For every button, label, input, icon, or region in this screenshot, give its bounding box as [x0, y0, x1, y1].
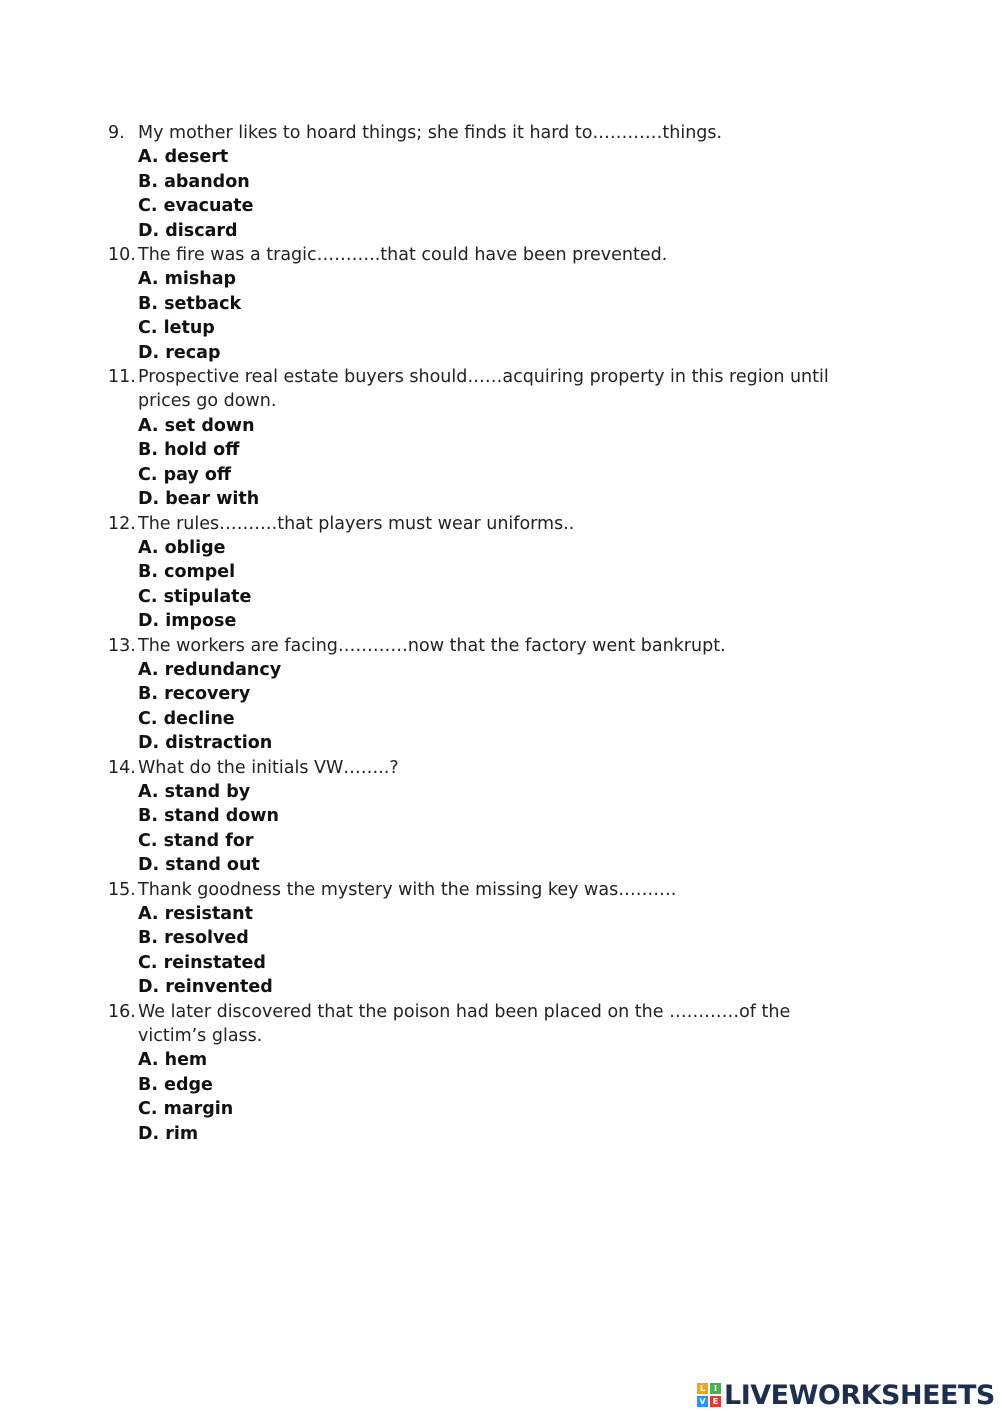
- answer-option[interactable]: A. oblige: [138, 537, 226, 558]
- logo-mark-cell: V: [697, 1396, 708, 1407]
- answer-option[interactable]: B. compel: [138, 562, 236, 583]
- question-13: [0, 634, 1000, 756]
- question-15: [0, 878, 1000, 1000]
- answer-option[interactable]: A. mishap: [138, 269, 237, 290]
- question-stem: [0, 756, 1000, 780]
- question-text: My mother likes to hoard things; she finds it hard to…………things.: [138, 123, 723, 143]
- question-text: The workers are facing…………now that the factory went bankrupt.: [138, 635, 726, 656]
- answer-option[interactable]: A. stand by: [138, 781, 251, 802]
- question-10: [0, 243, 1000, 365]
- question-text: Prospective real estate buyers should……acquiring property in this region until prices go down.: [138, 367, 829, 412]
- worksheet: [0, 121, 1000, 1146]
- answer-option[interactable]: B. edge: [138, 1074, 213, 1095]
- answer-option[interactable]: C. margin: [138, 1099, 234, 1120]
- answer-option[interactable]: D. reinvented: [138, 977, 273, 998]
- answer-option[interactable]: D. discard: [138, 220, 238, 241]
- answer-option[interactable]: C. letup: [138, 318, 215, 339]
- question-9: [0, 121, 1000, 243]
- answer-option[interactable]: B. stand down: [138, 806, 279, 827]
- answer-option[interactable]: B. hold off: [138, 440, 240, 461]
- question-number: 10.: [108, 245, 136, 266]
- logo-mark-cell: L: [697, 1383, 708, 1394]
- question-16: [0, 1000, 1000, 1146]
- question-text: We later discovered that the poison had been placed on the …………of the victim’s glass.: [138, 1001, 791, 1047]
- question-number: 13.: [108, 635, 136, 656]
- answer-option[interactable]: D. bear with: [138, 489, 260, 510]
- answer-option[interactable]: D. rim: [138, 1123, 199, 1144]
- logo-text: LIVEWORKSHEETS: [724, 1379, 995, 1411]
- question-stem: [0, 243, 1000, 267]
- answer-option[interactable]: A. hem: [138, 1050, 208, 1071]
- answer-option[interactable]: B. resolved: [138, 928, 249, 949]
- question-text: What do the initials VW……..?: [138, 757, 399, 778]
- answer-option[interactable]: C. stand for: [138, 830, 254, 851]
- question-14: [0, 756, 1000, 878]
- answer-option[interactable]: A. set down: [138, 415, 255, 436]
- answer-option[interactable]: C. evacuate: [138, 196, 254, 217]
- answer-option[interactable]: B. recovery: [138, 684, 251, 705]
- question-stem: [0, 121, 1000, 145]
- question-number: 14.: [108, 757, 136, 778]
- logo-mark-cell: E: [710, 1396, 721, 1407]
- question-text: The rules……….that players must wear uniforms..: [138, 513, 575, 534]
- answer-option[interactable]: C. decline: [138, 708, 235, 729]
- question-stem: [0, 365, 1000, 414]
- liveworksheets-logo: [697, 1378, 995, 1412]
- question-number: 12.: [108, 513, 136, 534]
- question-number: 15.: [108, 879, 136, 900]
- answer-option[interactable]: D. stand out: [138, 855, 260, 876]
- question-stem: [0, 634, 1000, 658]
- question-number: 16.: [108, 1001, 136, 1022]
- answer-option[interactable]: A. desert: [138, 147, 229, 168]
- answer-option[interactable]: B. abandon: [138, 171, 250, 192]
- question-number: 9.: [108, 123, 125, 143]
- question-11: [0, 365, 1000, 511]
- question-number: 11.: [108, 367, 136, 388]
- answer-option[interactable]: C. stipulate: [138, 586, 252, 607]
- answer-option[interactable]: A. redundancy: [138, 659, 282, 680]
- question-text: The fire was a tragic………..that could have been prevented.: [138, 245, 668, 266]
- answer-option[interactable]: D. distraction: [138, 733, 273, 754]
- answer-option[interactable]: C. pay off: [138, 464, 232, 485]
- question-stem: [0, 1000, 1000, 1049]
- question-list: [0, 121, 1000, 1146]
- answer-option[interactable]: D. recap: [138, 342, 221, 363]
- answer-option[interactable]: C. reinstated: [138, 952, 266, 973]
- answer-option[interactable]: A. resistant: [138, 904, 253, 924]
- answer-option[interactable]: D. impose: [138, 611, 237, 632]
- question-text: Thank goodness the mystery with the missing key was……….: [138, 879, 677, 900]
- question-stem: [0, 878, 1000, 902]
- logo-mark-cell: I: [710, 1383, 721, 1394]
- answer-option[interactable]: B. setback: [138, 293, 242, 314]
- logo-mark-icon: [697, 1383, 721, 1407]
- question-stem: [0, 512, 1000, 536]
- question-12: [0, 512, 1000, 634]
